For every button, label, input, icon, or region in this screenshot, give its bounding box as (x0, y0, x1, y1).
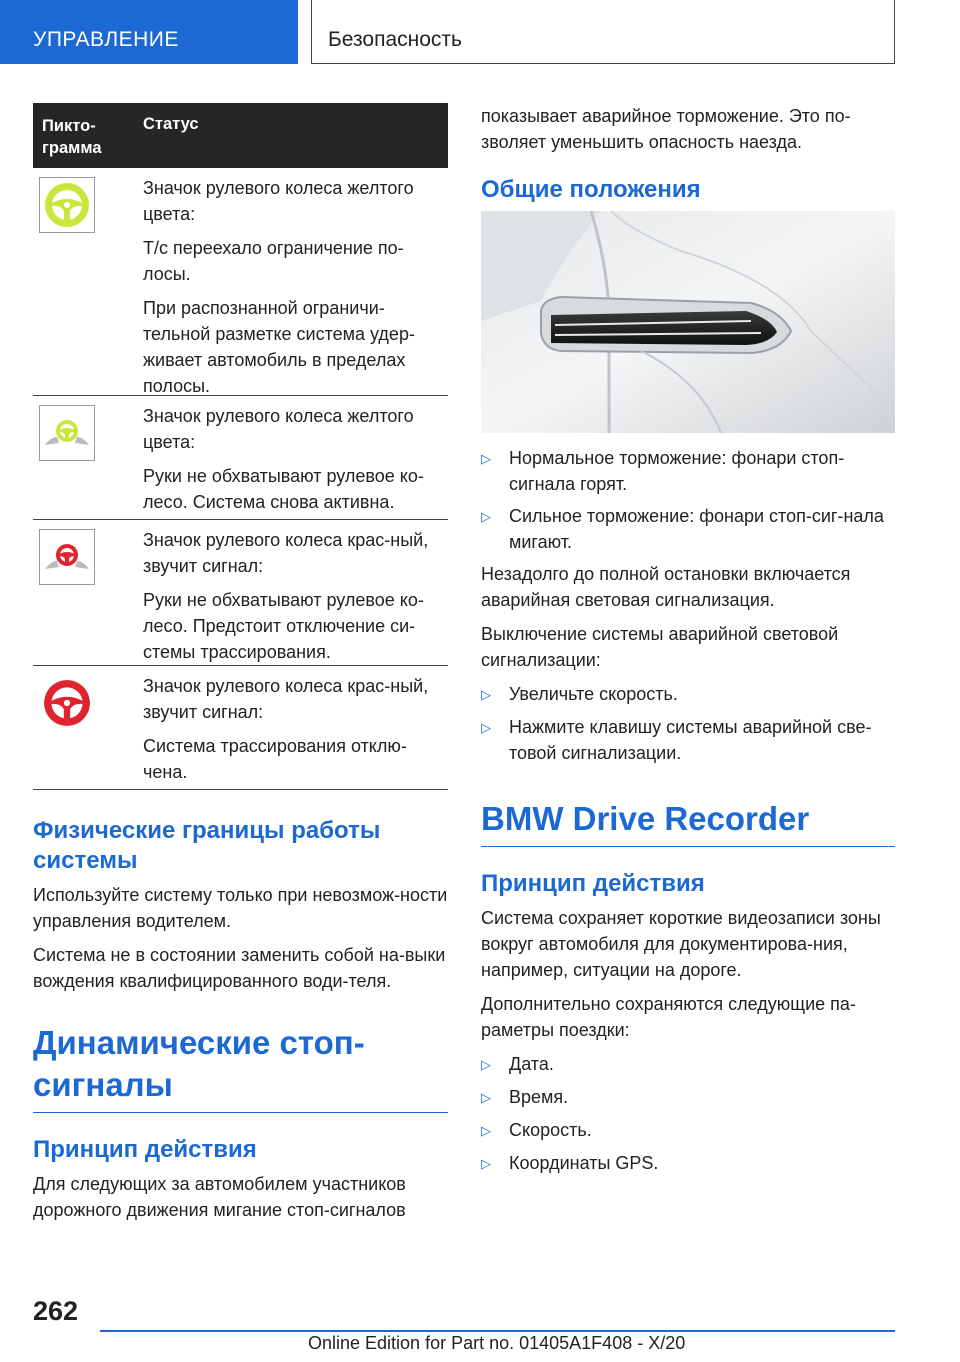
list-item: ▷ Нормальное торможение: фонари стоп-сигнала горят. (481, 445, 895, 497)
status-table (33, 103, 448, 790)
table-header-status: Статус (143, 115, 199, 133)
footer-divider (100, 1330, 895, 1332)
page-number: 262 (33, 1296, 79, 1326)
footer-edition: Online Edition for Part no. 01405A1F408 - X/20 (308, 1333, 686, 1353)
section-title: УПРАВЛЕНИЕ (0, 0, 298, 64)
table-row (33, 666, 448, 790)
paragraph: показывает аварийное торможение. Это по-зволяет уменьшить опасность наезда. (481, 106, 851, 152)
hazard-list (481, 681, 895, 766)
triangle-bullet-icon: ▷ (481, 1090, 491, 1105)
dynamic-brake-lights-heading: Динамические стоп-сигналы (33, 1022, 448, 1113)
triangle-bullet-icon: ▷ (481, 1123, 491, 1138)
table-row (33, 396, 448, 520)
status-text: Значок рулевого колеса желтого цвета: (143, 406, 414, 452)
list-item: ▷ Увеличьте скорость. (481, 681, 895, 708)
list-item: ▷ Скорость. (481, 1117, 895, 1144)
table-header (33, 103, 448, 168)
limits-heading: Физические границы работы системы (33, 817, 381, 874)
paragraph: Для следующих за автомобилем участников дорожного движения мигание стоп-сигналов (33, 1174, 406, 1220)
steering-wheel-red-hands-icon (39, 529, 95, 585)
triangle-bullet-icon: ▷ (481, 687, 491, 702)
status-text: Значок рулевого колеса крас-ный, звучит сигнал: (143, 676, 429, 722)
triangle-bullet-icon: ▷ (481, 451, 491, 466)
status-text: Значок рулевого колеса желтого цвета: (143, 178, 414, 224)
status-text: Руки не обхватывают рулевое ко-лесо. Система снова активна. (143, 466, 424, 512)
paragraph: Незадолго до полной остановки включается аварийная световая сигнализация. (481, 564, 851, 610)
paragraph: Система не в состоянии заменить собой на-выки вождения квалифицированного води-теля. (33, 945, 446, 991)
steering-wheel-yellow-icon (39, 177, 95, 233)
table-header-pictogram: Пикто-грамма (42, 117, 102, 157)
paragraph: Выключение системы аварийной световой сигнализации: (481, 624, 839, 670)
right-column (481, 103, 895, 1183)
list-item: ▷ Дата. (481, 1051, 895, 1078)
general-heading: Общие положения (481, 176, 701, 203)
paragraph: Используйте систему только при невозмож-ности управления водителем. (33, 885, 448, 931)
status-text: Руки не обхватывают рулевое ко-лесо. Предстоит отключение си-стемы трассирования. (143, 590, 424, 662)
status-text: Значок рулевого колеса крас-ный, звучит сигнал: (143, 530, 429, 576)
tail-light-image (481, 211, 895, 433)
steering-wheel-red-icon (39, 675, 95, 731)
table-row (33, 168, 448, 396)
table-row (33, 520, 448, 666)
drive-recorder-heading: BMW Drive Recorder (481, 798, 895, 847)
triangle-bullet-icon: ▷ (481, 1057, 491, 1072)
list-item: ▷ Нажмите клавишу системы аварийной све-товой сигнализации. (481, 714, 895, 766)
left-column (33, 103, 448, 1231)
status-text: При распознанной ограничи-тельной разметке система удер-живает автомобиль в пределах полосы. (143, 298, 415, 396)
triangle-bullet-icon: ▷ (481, 509, 491, 524)
chapter-title: Безопасность (311, 0, 895, 64)
list-item: ▷ Сильное торможение: фонари стоп-сиг-нала мигают. (481, 503, 895, 555)
principle-heading: Принцип действия (33, 1136, 257, 1163)
list-item: ▷ Координаты GPS. (481, 1150, 895, 1177)
rec-principle-heading: Принцип действия (481, 870, 705, 897)
list-item: ▷ Время. (481, 1084, 895, 1111)
triangle-bullet-icon: ▷ (481, 720, 491, 735)
paragraph: Система сохраняет короткие видеозаписи зоны вокруг автомобиля для документирова-ния, например, ситуации на дороге. (481, 908, 881, 980)
brake-list (481, 445, 895, 555)
status-text: Система трассирования отклю-чена. (143, 736, 407, 782)
triangle-bullet-icon: ▷ (481, 1156, 491, 1171)
status-text: Т/с переехало ограничение по-лосы. (143, 238, 404, 284)
recorder-list (481, 1051, 895, 1177)
paragraph: Дополнительно сохраняются следующие па-раметры поездки: (481, 994, 856, 1040)
steering-wheel-yellow-hands-icon (39, 405, 95, 461)
